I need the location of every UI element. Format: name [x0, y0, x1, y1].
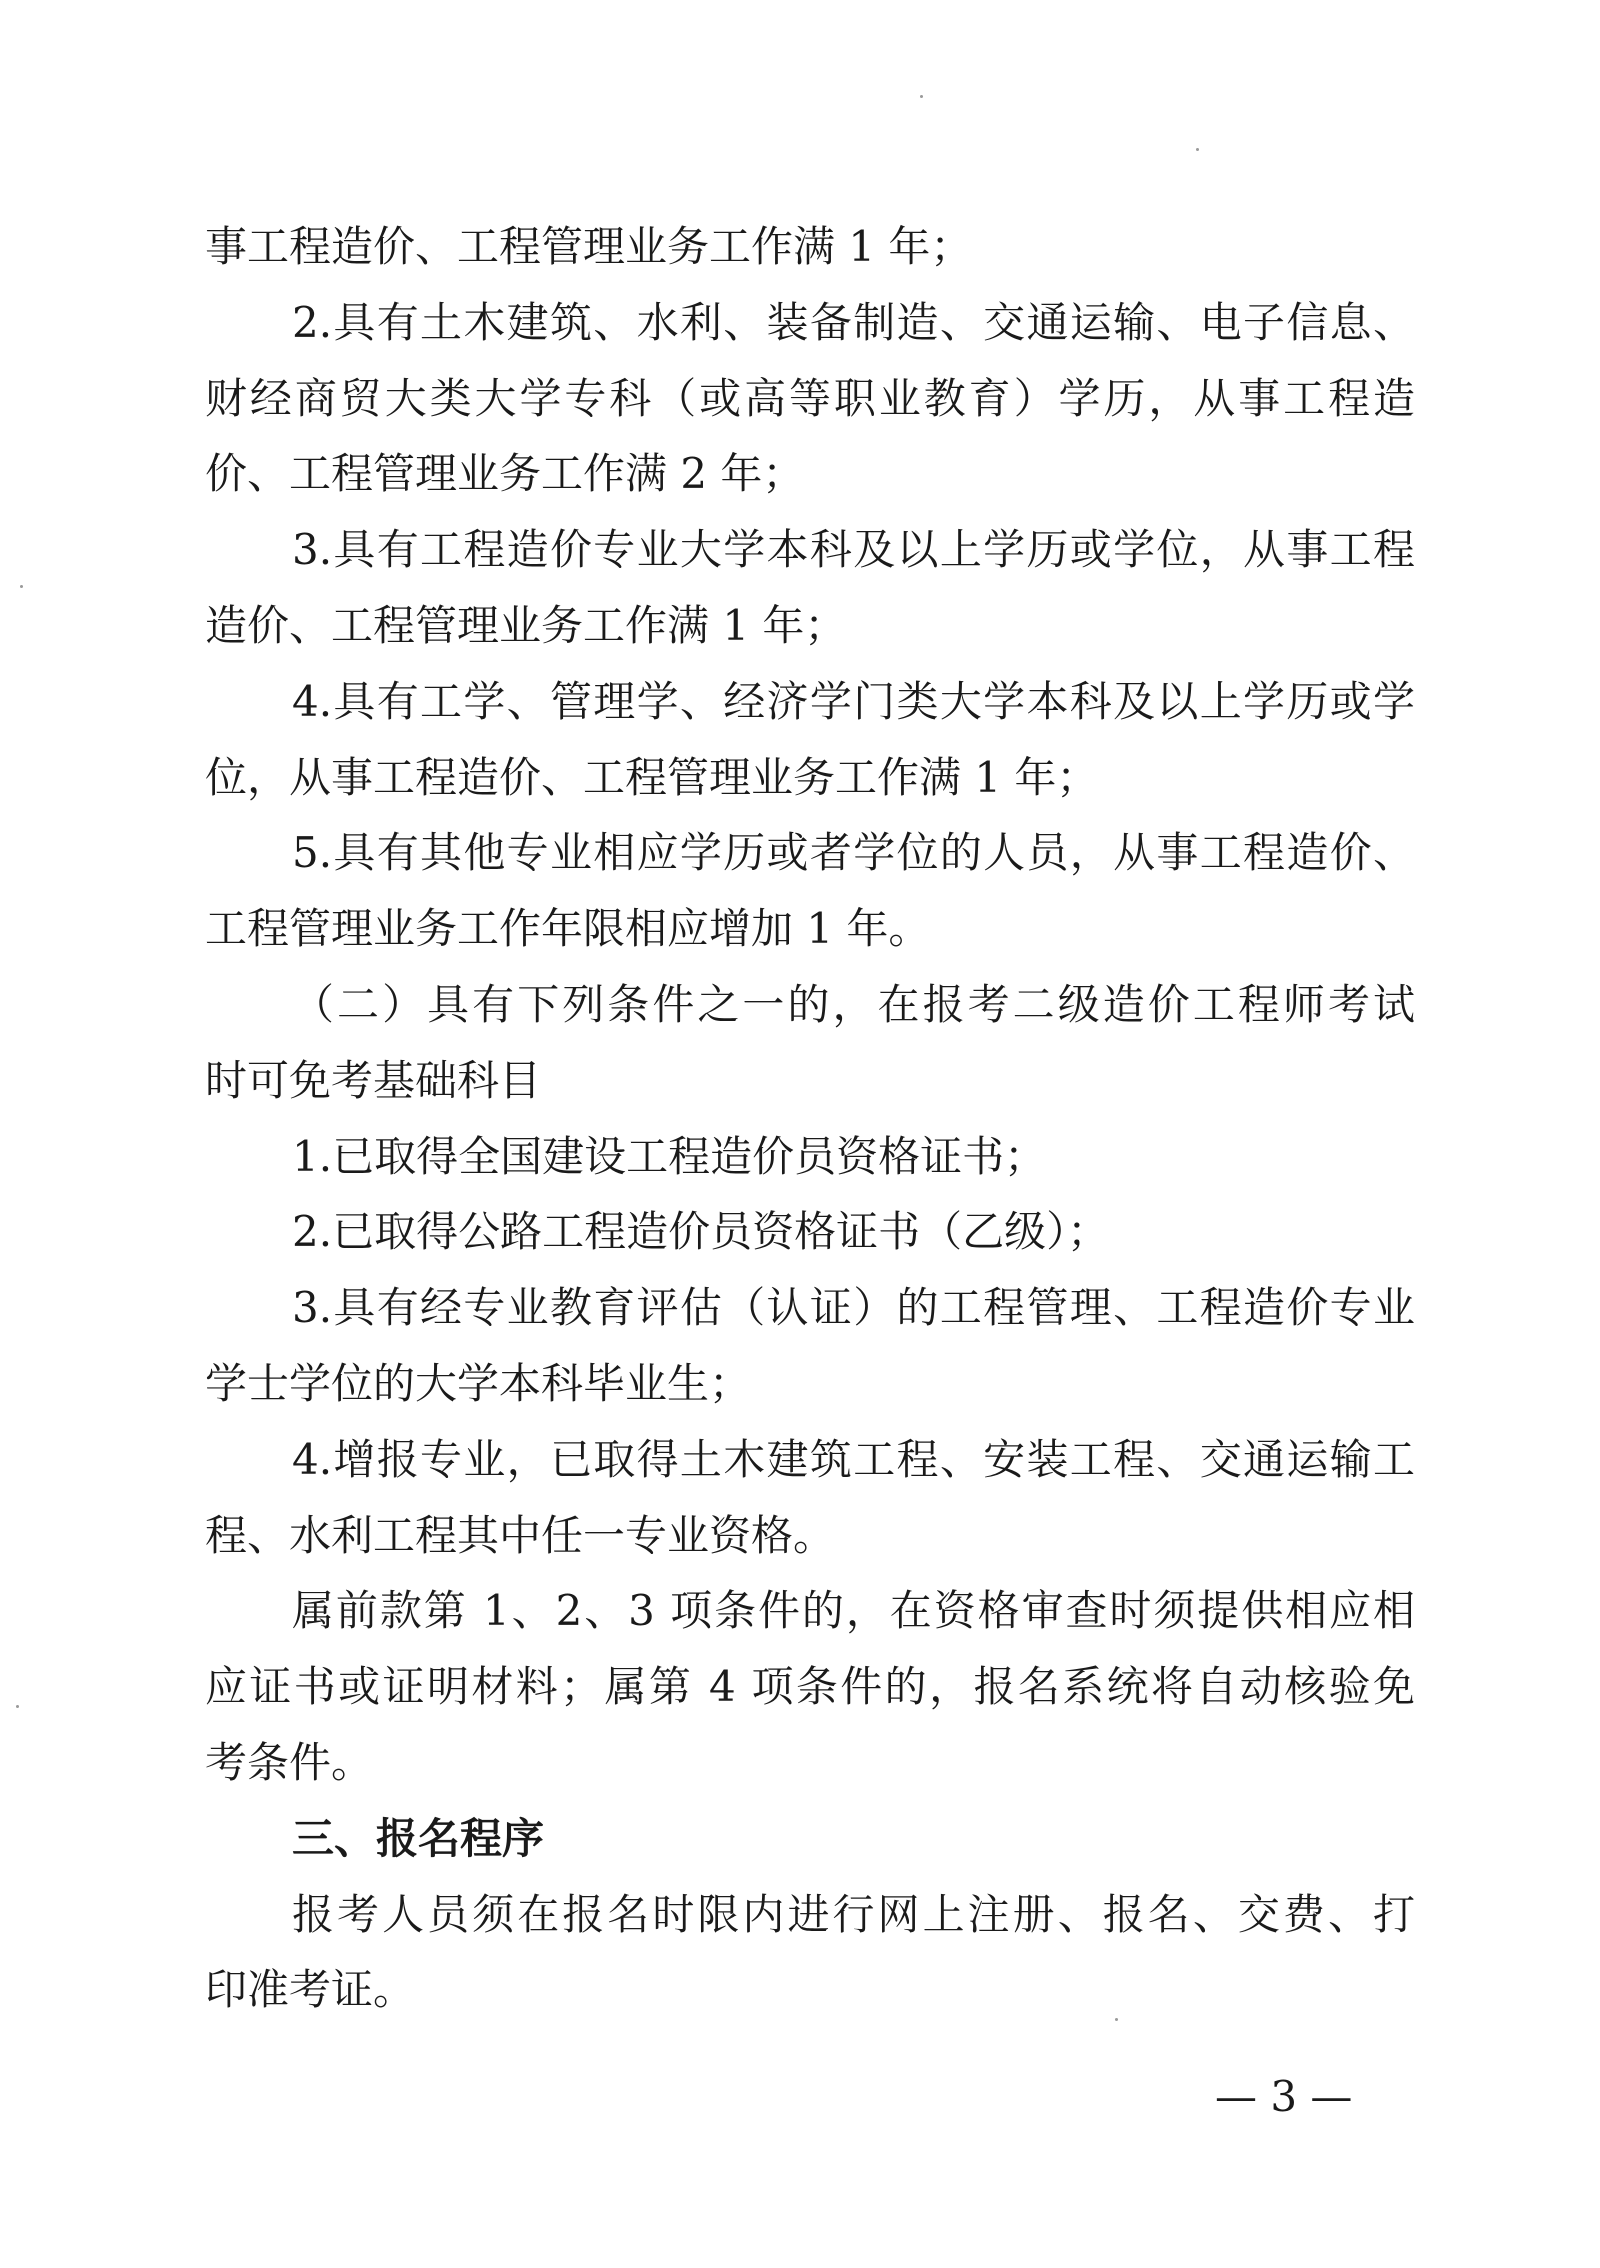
scan-speck	[920, 95, 923, 98]
scan-speck	[16, 1705, 19, 1708]
text-line: 3.具有经专业教育评估（认证）的工程管理、工程造价专业	[292, 1283, 1415, 1332]
text-line: 1.已取得全国建设工程造价员资格证书；	[292, 1132, 1047, 1181]
text-line: 造价、工程管理业务工作满 1 年；	[205, 601, 847, 650]
text-line: 3.具有工程造价专业大学本科及以上学历或学位，从事工程	[292, 525, 1415, 574]
text-line: 财经商贸大类大学专科（或高等职业教育）学历，从事工程造	[205, 374, 1415, 423]
text-line: 应证书或证明材料；属第 4 项条件的，报名系统将自动核验免	[205, 1662, 1415, 1711]
text-line: 4.增报专业，已取得土木建筑工程、安装工程、交通运输工	[292, 1435, 1415, 1484]
scan-speck	[1196, 148, 1199, 151]
text-line: 2.具有土木建筑、水利、装备制造、交通运输、电子信息、	[292, 298, 1415, 347]
text-line: 程、水利工程其中任一专业资格。	[205, 1511, 836, 1560]
scan-speck	[20, 585, 23, 588]
text-line: 事工程造价、工程管理业务工作满 1 年；	[205, 222, 973, 271]
text-line: 印准考证。	[205, 1965, 416, 2014]
text-line: 工程管理业务工作年限相应增加 1 年。	[205, 904, 931, 953]
section-heading: 三、报名程序	[292, 1814, 545, 1863]
text-line: 价、工程管理业务工作满 2 年；	[205, 449, 805, 498]
text-line: 属前款第 1、2、3 项条件的，在资格审查时须提供相应相	[292, 1586, 1415, 1635]
text-line: （二）具有下列条件之一的，在报考二级造价工程师考试	[292, 980, 1415, 1029]
text-line: 4.具有工学、管理学、经济学门类大学本科及以上学历或学	[292, 677, 1415, 726]
scan-speck	[1115, 2018, 1118, 2021]
text-line: 5.具有其他专业相应学历或者学位的人员，从事工程造价、	[292, 828, 1415, 877]
text-line: 2.已取得公路工程造价员资格证书（乙级）；	[292, 1207, 1110, 1256]
text-line: 时可免考基础科目	[205, 1056, 542, 1105]
page-number: — 3 —	[1215, 2072, 1353, 2121]
text-line: 学士学位的大学本科毕业生；	[205, 1359, 752, 1408]
text-line: 位，从事工程造价、工程管理业务工作满 1 年；	[205, 753, 1099, 802]
text-line: 考条件。	[205, 1738, 374, 1787]
text-line: 报考人员须在报名时限内进行网上注册、报名、交费、打	[292, 1890, 1415, 1939]
